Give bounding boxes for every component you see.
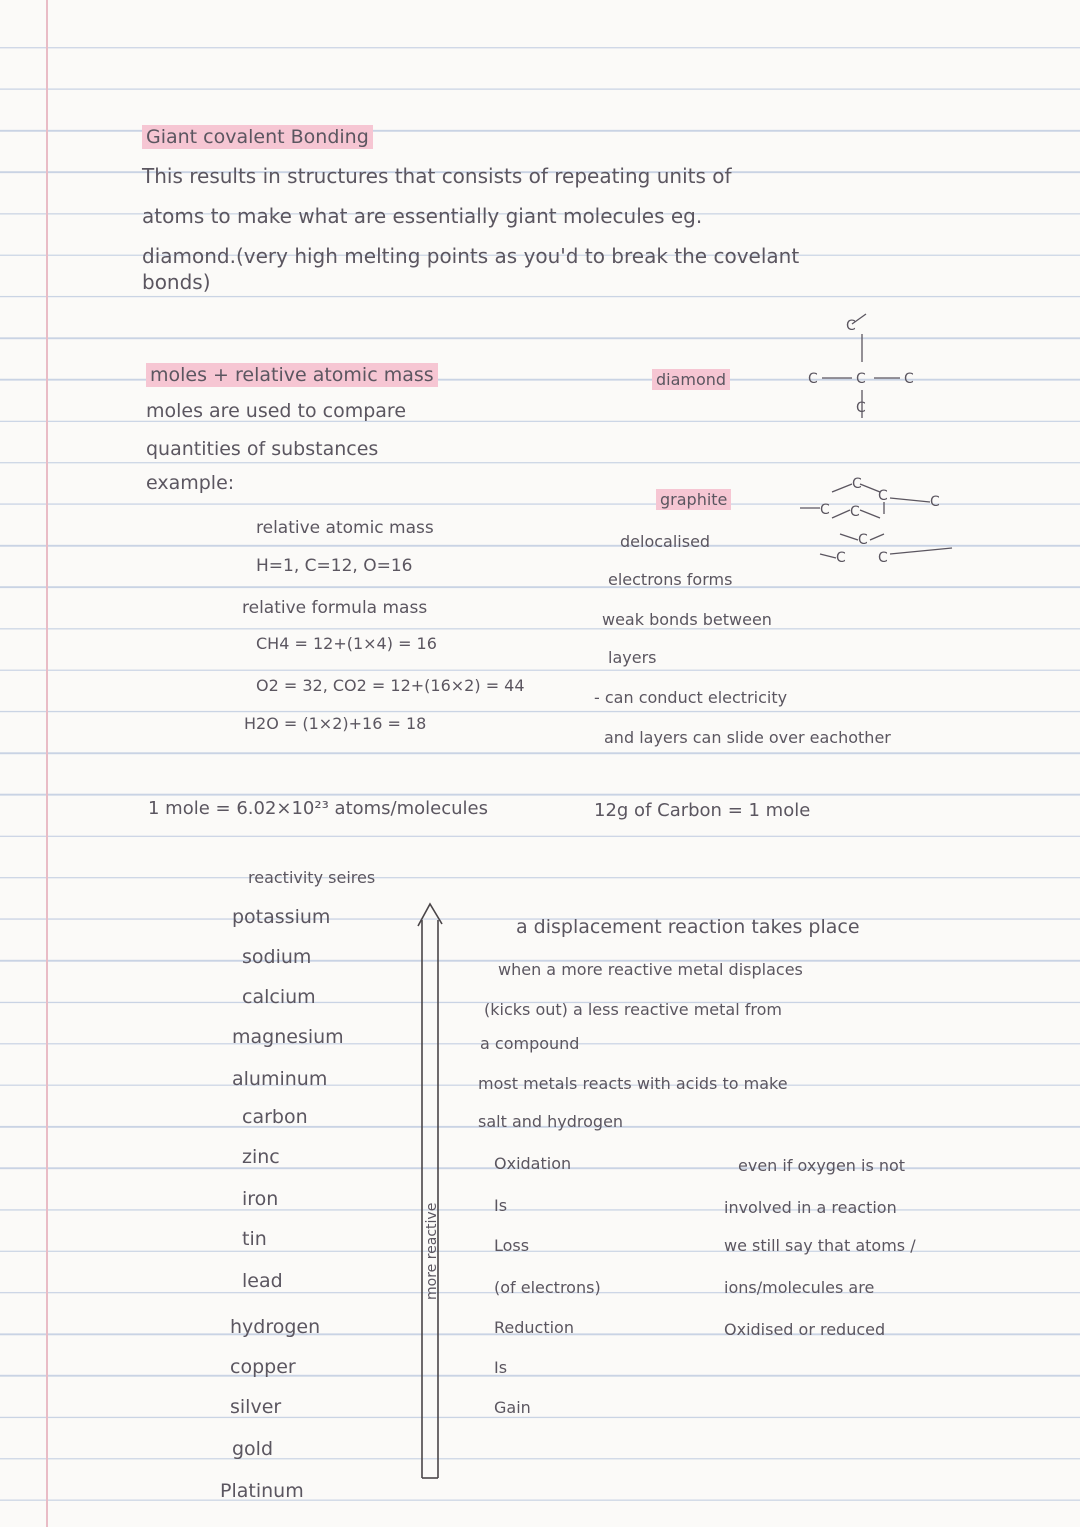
metal-carbon: carbon: [242, 1106, 308, 1128]
displacement-line-5: most metals reacts with acids to make: [478, 1074, 788, 1093]
reactivity-heading: reactivity seires: [248, 868, 376, 887]
giant-covalent-heading: Giant covalent Bonding: [142, 128, 373, 147]
metal-magnesium: magnesium: [232, 1026, 344, 1048]
diamond-atom-bottom: C: [856, 400, 866, 416]
graphite-note-4: layers: [608, 648, 657, 667]
displacement-line-2: when a more reactive metal displaces: [498, 960, 803, 979]
oilrig-loss: Loss: [494, 1236, 530, 1255]
moles-line-1: moles are used to compare: [146, 400, 407, 422]
ram-label: relative atomic mass: [256, 518, 434, 538]
rfm-label: relative formula mass: [242, 598, 428, 618]
moles-heading: moles + relative atomic mass: [146, 366, 438, 385]
metal-silver: silver: [230, 1396, 282, 1418]
graphite-note-5: - can conduct electricity: [594, 688, 788, 707]
carbon-mole: 12g of Carbon = 1 mole: [594, 800, 811, 821]
redox-note-5: Oxidised or reduced: [724, 1320, 886, 1339]
oilrig-is-1: Is: [494, 1196, 508, 1215]
graphite-atom-2: C: [852, 476, 862, 492]
graphite-note-6: and layers can slide over eachother: [604, 728, 891, 747]
oilrig-reduction: Reduction: [494, 1318, 574, 1337]
reactivity-arrow: [408, 890, 454, 1490]
redox-note-4: ions/molecules are: [724, 1278, 875, 1297]
metal-potassium: potassium: [232, 906, 331, 928]
giant-covalent-line-4: bonds): [142, 270, 211, 294]
oilrig-is-2: Is: [494, 1358, 508, 1377]
diamond-atom-left: C: [808, 371, 818, 387]
giant-covalent-line-3: diamond.(very high melting points as you'd to break the covelant: [142, 244, 800, 268]
graphite-structure-diagram: [780, 462, 980, 582]
graphite-label: graphite: [656, 492, 731, 508]
diamond-label: diamond: [652, 372, 730, 388]
diamond-atom-top: C: [846, 318, 856, 334]
graphite-atom-4: C: [850, 504, 860, 520]
metal-aluminum: aluminum: [232, 1068, 328, 1090]
oilrig-gain: Gain: [494, 1398, 531, 1417]
calc-o2-co2: O2 = 32, CO2 = 12+(16×2) = 44: [256, 676, 525, 695]
redox-note-2: involved in a reaction: [724, 1198, 897, 1217]
graphite-atom-6: C: [858, 532, 868, 548]
metal-copper: copper: [230, 1356, 296, 1378]
metal-zinc: zinc: [242, 1146, 280, 1168]
graphite-atom-1: C: [820, 502, 830, 518]
metal-platinum: Platinum: [220, 1480, 304, 1502]
calc-h2o: H2O = (1×2)+16 = 18: [244, 714, 427, 733]
displacement-line-3: (kicks out) a less reactive metal from: [484, 1000, 782, 1019]
metal-sodium: sodium: [242, 946, 312, 968]
ram-values: H=1, C=12, O=16: [256, 556, 413, 576]
graphite-atom-5: C: [930, 494, 940, 510]
oilrig-oxidation: Oxidation: [494, 1154, 572, 1173]
graphite-atom-3: C: [878, 488, 888, 504]
metal-hydrogen: hydrogen: [230, 1316, 321, 1338]
graphite-note-2: electrons forms: [608, 570, 733, 589]
metal-calcium: calcium: [242, 986, 316, 1008]
metal-gold: gold: [232, 1438, 274, 1460]
giant-covalent-line-1: This results in structures that consists of repeating units of: [142, 164, 732, 188]
notebook-margin-line: [46, 0, 48, 1527]
more-reactive-label: more reactive: [424, 1202, 440, 1300]
diamond-atom-right: C: [904, 371, 914, 387]
graphite-atom-7: C: [836, 550, 846, 566]
oilrig-of-electrons: (of electrons): [494, 1278, 601, 1297]
displacement-line-1: a displacement reaction takes place: [516, 916, 860, 938]
redox-note-3: we still say that atoms /: [724, 1236, 916, 1255]
graphite-note-1: delocalised: [620, 532, 711, 551]
diamond-atom-center: C: [856, 371, 866, 387]
graphite-note-3: weak bonds between: [602, 610, 772, 629]
metal-tin: tin: [242, 1228, 267, 1250]
diamond-structure-diagram: [760, 300, 980, 440]
metal-lead: lead: [242, 1270, 283, 1292]
calc-ch4: CH4 = 12+(1×4) = 16: [256, 634, 437, 653]
displacement-line-6: salt and hydrogen: [478, 1112, 624, 1131]
displacement-line-4: a compound: [480, 1034, 580, 1053]
giant-covalent-line-2: atoms to make what are essentially giant molecules eg.: [142, 204, 703, 228]
graphite-atom-8: C: [878, 550, 888, 566]
metal-iron: iron: [242, 1188, 279, 1210]
moles-line-2: quantities of substances: [146, 438, 379, 460]
redox-note-1: even if oxygen is not: [738, 1156, 906, 1175]
mole-definition: 1 mole = 6.02×10²³ atoms/molecules: [148, 798, 488, 819]
moles-line-3: example:: [146, 472, 235, 494]
